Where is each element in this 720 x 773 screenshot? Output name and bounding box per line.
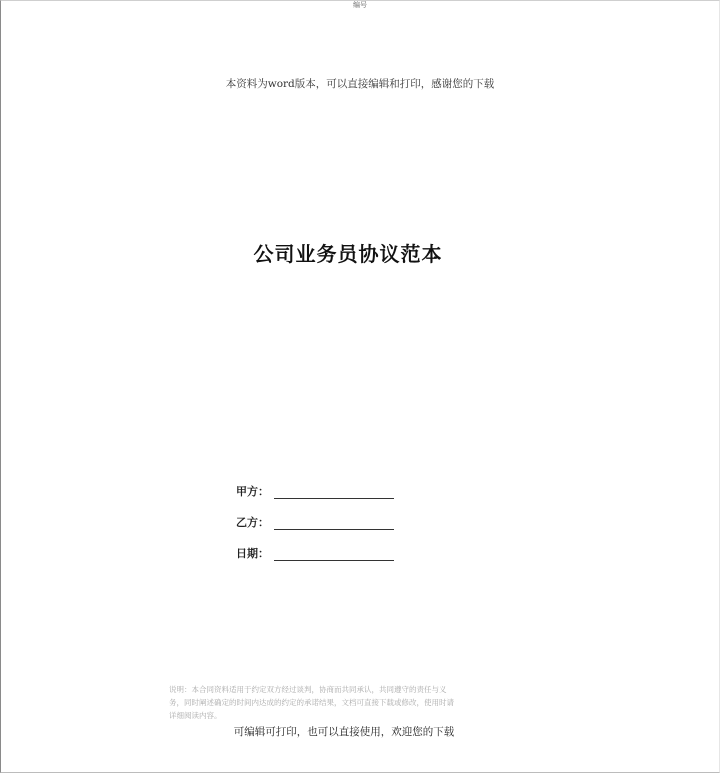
date-blank-line xyxy=(274,548,394,561)
party-b-blank-line xyxy=(274,517,394,530)
party-a-row xyxy=(236,483,394,499)
party-b-label: 乙方： xyxy=(236,516,269,529)
party-a-label: 甲方： xyxy=(236,485,269,498)
date-label: 日期： xyxy=(236,547,269,560)
party-a-blank-line xyxy=(274,486,394,499)
disclaimer-text: 说明：本合同资料适用于约定双方经过谈判，协商而共同承认，共同遵守的责任与义务，同时阐述确定的时间内达成的约定的承诺结果，文档可直接下载或修改，使用时请详细阅读内容。 xyxy=(169,685,454,720)
bottom-download-notice: 可编辑可打印，也可以直接使用，欢迎您的下载 xyxy=(233,726,455,738)
date-row xyxy=(236,545,394,561)
party-b-row xyxy=(236,514,394,530)
top-download-notice: 本资料为word版本，可以直接编辑和打印，感谢您的下载 xyxy=(225,78,495,90)
document-title: 公司业务员协议范本 xyxy=(253,242,443,266)
document-number-label: 编号 xyxy=(353,1,367,9)
signature-block xyxy=(236,483,394,576)
